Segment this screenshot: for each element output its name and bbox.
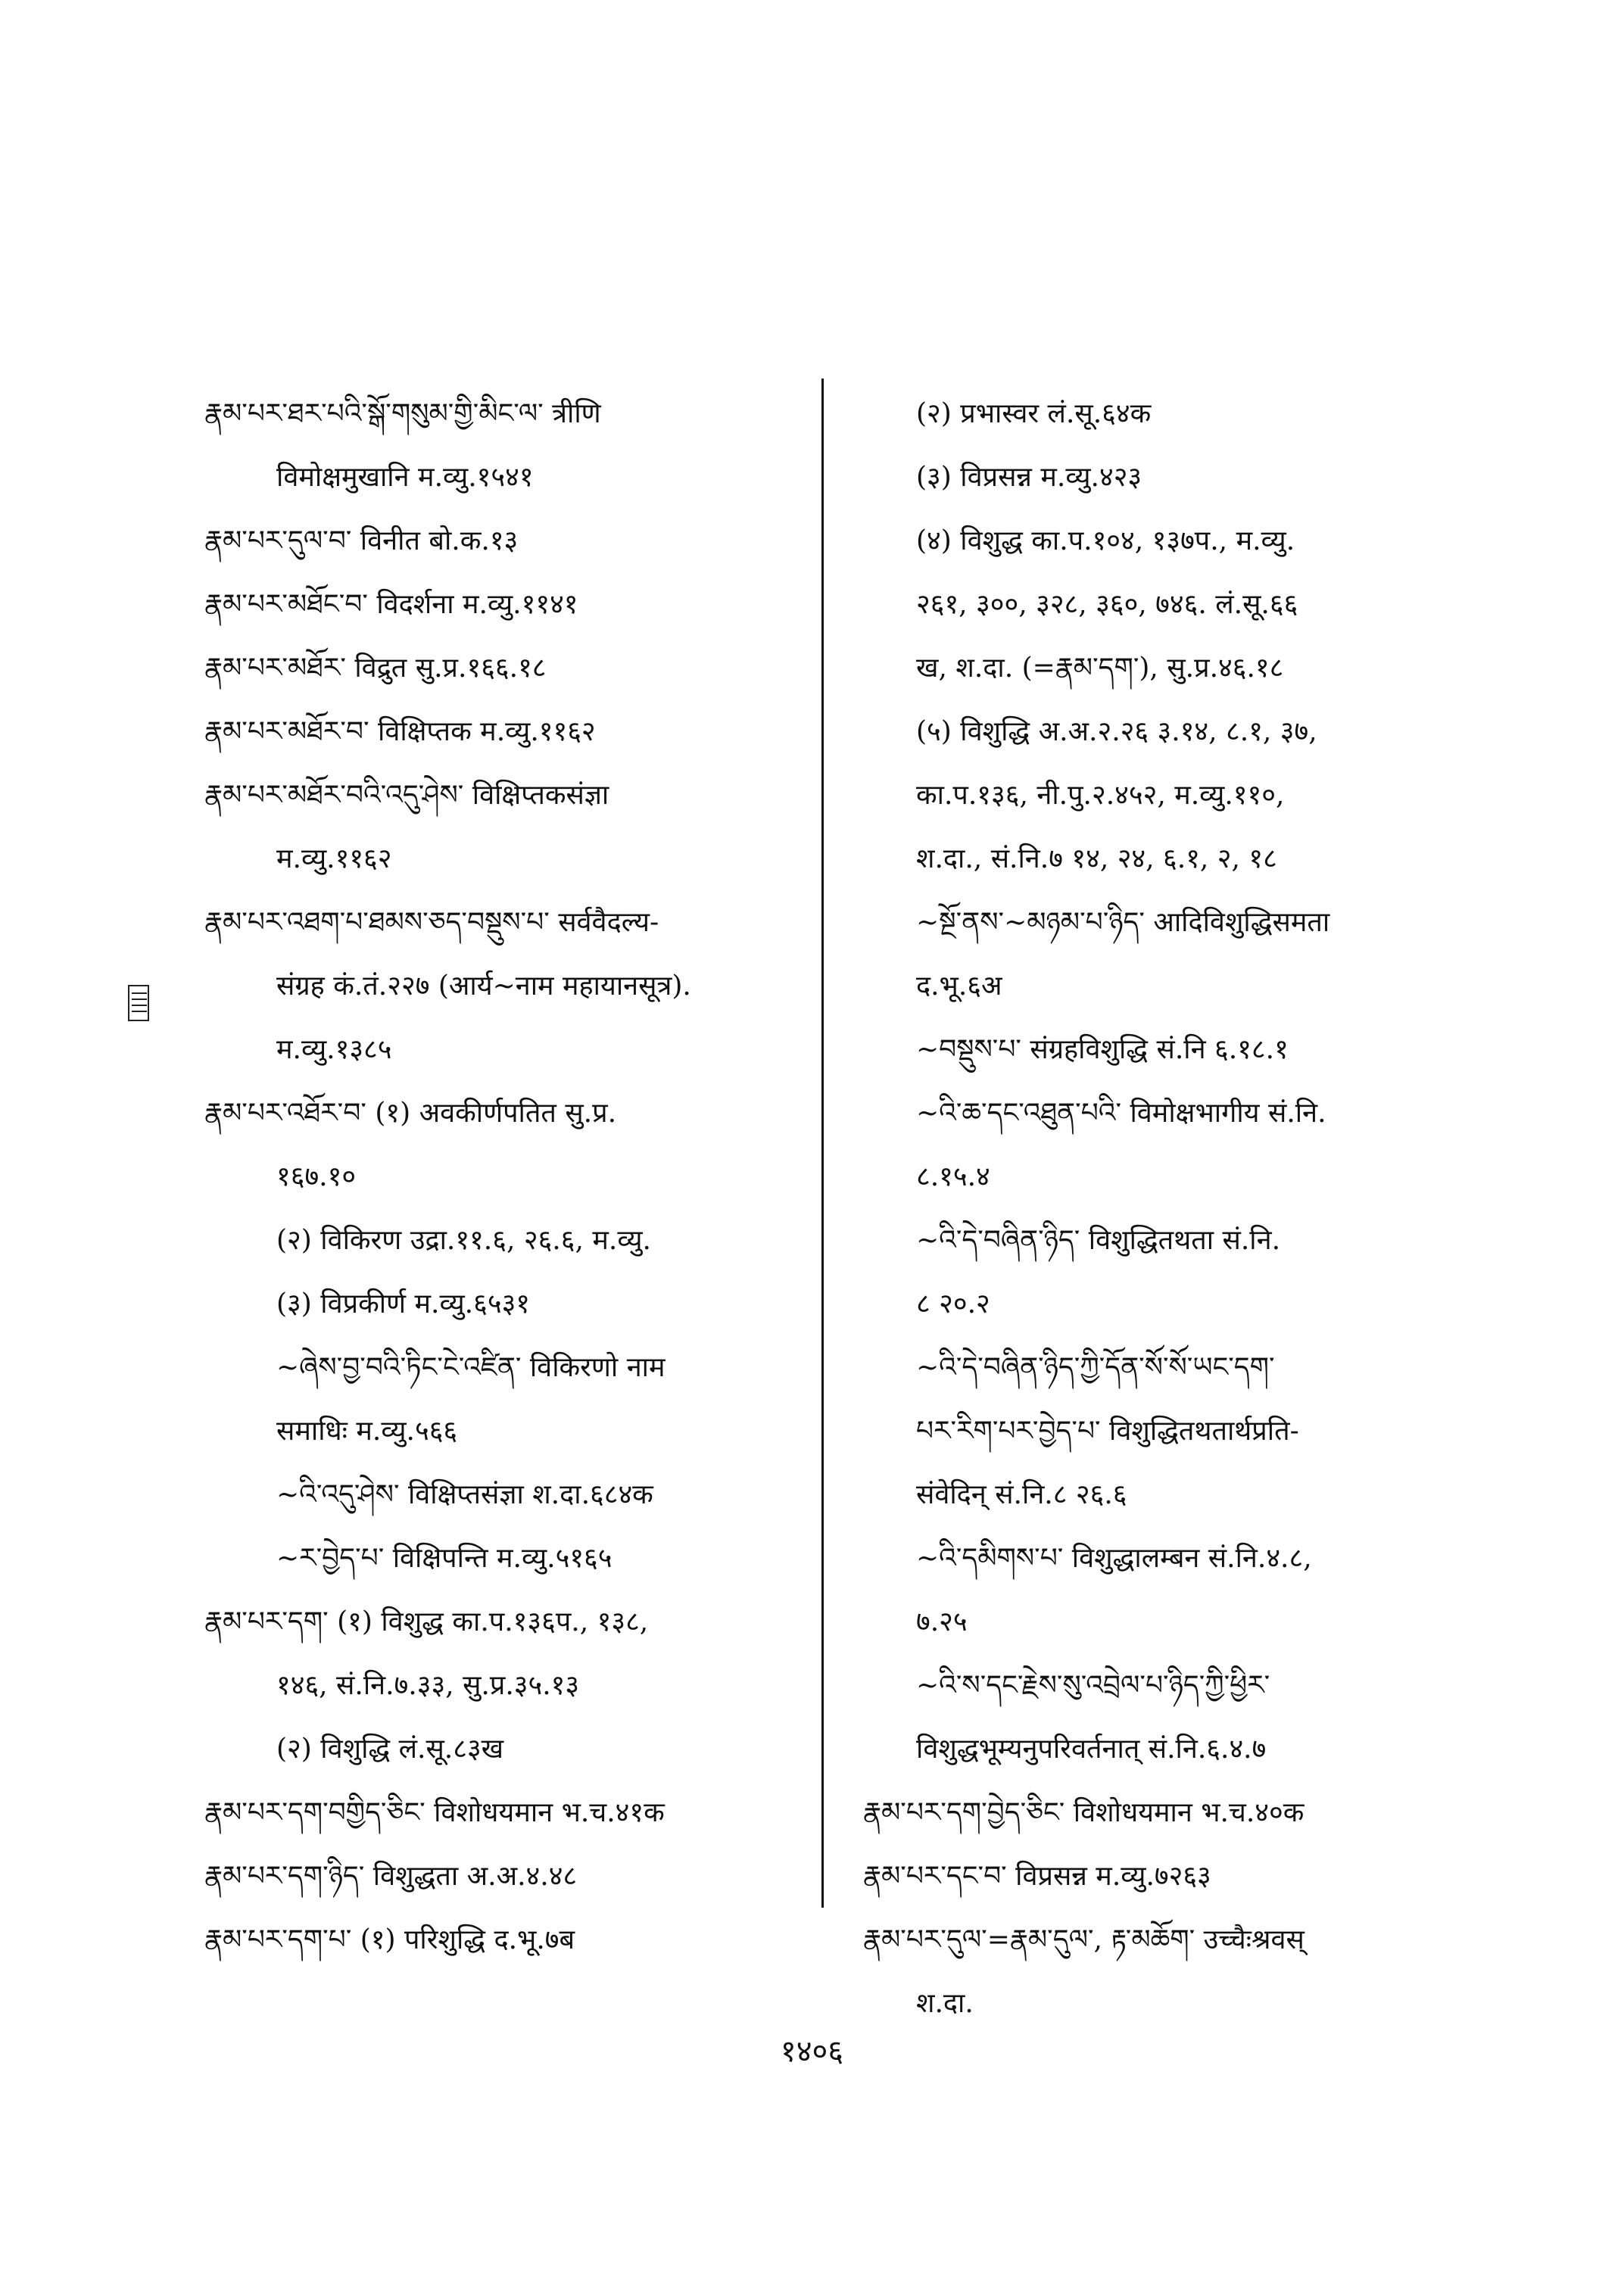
dictionary-line: རྣམ་པར་ཐར་པའི་སྒོ་གསུམ་གྱི་མིང་ལ་ त्रीणि [204,398,601,429]
dictionary-line: ८ २०.२ [916,1288,990,1319]
dictionary-line: རྣམ་པར་འཐོར་བ་ (१) अवकीर्णपतित सु.प्र. [204,1098,617,1129]
dictionary-line: १६७.१० [276,1161,357,1192]
right-column [863,382,1469,2036]
dictionary-line: རྣམ་པར་དག་བགྱིད་ཅིང་ विशोधयमान भ.च.४१क [204,1797,665,1828]
dictionary-line: རྣམ་པར་དུལ་=རྣམ་དུལ་, རྟ་མཆོག་ उच्चैःश्रवस् [863,1924,1304,1955]
dictionary-line: २६१, ३००, ३२८, ३६०, ७४६. लं.सू.६६ [916,589,1298,620]
dictionary-line: རྣམ་པར་དག་ (१) विशुद्ध का.प.१३६प., १३८, [204,1606,649,1637]
dictionary-line: ~སྔོ་ནས་~མཉམ་པ་ཉིད་ आदिविशुद्धिसमता [916,907,1330,938]
dictionary-line: ~འི་དེ་བཞིན་ཉིད་ विशुद्धितथता सं.नि. [916,1225,1281,1256]
dictionary-line: विमोक्षमुखानि म.व्यु.१५४१ [276,462,534,493]
dictionary-line: ८.१५.४ [916,1161,990,1192]
dictionary-line: རྣམ་པར་འཐག་པ་ཐམས་ཅད་བསྡུས་པ་ सर्ववैदल्य- [204,907,659,938]
dictionary-line: ७.२५ [916,1606,968,1637]
dictionary-line: ~འི་འདུ་ཤེས་ विक्षिप्तसंज्ञा श.दा.६८४क [276,1479,653,1510]
dictionary-line: པར་རིག་པར་བྱེད་པ་ विशुद्धितथतार्थप्रति- [916,1416,1299,1447]
dictionary-line: (२) विकिरण उद्रा.११.६, २६.६, म.व्यु. [276,1225,651,1256]
dictionary-line: द.भू.६अ [916,970,1002,1002]
dictionary-line: म.व्यु.११६२ [276,843,392,874]
dictionary-line: ~འི་དེ་བཞིན་ཉིད་ཀྱི་དོན་སོ་སོ་ཡང་དག་ [916,1352,1275,1383]
left-column [204,382,795,1972]
dictionary-line: རྣམ་པར་དག་བྱེད་ཅིང་ विशोधयमान भ.च.४०क [863,1797,1304,1828]
dictionary-line: རྣམ་པར་མཐོར་བའི་འདུ་ཤེས་ विक्षिप्तकसंज्ञा [204,780,609,811]
dictionary-line: རྣམ་པར་མཐོང་བ་ विदर्शना म.व्यु.११४१ [204,589,578,620]
dictionary-line: (५) विशुद्धि अ.अ.२.२६ ३.१४, ८.१, ३७, [916,716,1317,747]
dictionary-line: १४६, सं.नि.७.३३, सु.प्र.३५.१३ [276,1670,580,1701]
dictionary-line: (३) विप्रसन्न म.व्यु.४२३ [916,462,1142,493]
dictionary-line: རྣམ་པར་མཐོར་བ་ विक्षिप्तक म.व्यु.११६२ [204,716,596,747]
page-number: १४०६ [780,2034,844,2069]
dictionary-line: म.व्यु.१३८५ [276,1034,392,1065]
dictionary-line: ~འི་ས་དང་རྗེས་སུ་འབྲེལ་པ་ཉིད་ཀྱི་ཕྱིར་ [916,1670,1270,1701]
dictionary-line: संवेदिन् सं.नि.८ २६.६ [916,1479,1127,1510]
dictionary-line: विशुद्धभूम्यनुपरिवर्तनात् सं.नि.६.४.७ [916,1734,1267,1765]
dictionary-line: རྣམ་པར་དག་པ་ (१) परिशुद्धि द.भू.७ब [204,1924,575,1955]
dictionary-line: संग्रह कं.तं.२२७ (आर्य~नाम महायानसूत्र). [276,970,691,1002]
margin-thumb-tab-icon [127,984,151,1022]
dictionary-line: རྣམ་པར་དག་ཉིད་ विशुद्धता अ.अ.४.४८ [204,1861,578,1892]
dictionary-line: ~བསྡུས་པ་ संग्रहविशुद्धि सं.नि ६.१८.१ [916,1034,1289,1065]
dictionary-line: ~འི་ཆ་དང་འཐུན་པའི་ विमोक्षभागीय सं.नि. [916,1098,1326,1129]
dictionary-line: समाधिः म.व्यु.५६६ [276,1416,458,1447]
dictionary-line: (३) विप्रकीर्ण म.व्यु.६५३१ [276,1288,531,1319]
column-divider [821,379,824,1908]
dictionary-line: (२) प्रभास्वर लं.सू.६४क [916,398,1152,429]
dictionary-line: ~ར་བྱེད་པ་ विक्षिपन्ति म.व्यु.५१६५ [276,1543,613,1574]
dictionary-line: श.दा. [916,1988,974,2019]
dictionary-line: ~འི་དམིགས་པ་ विशुद्धालम्बन सं.नि.४.८, [916,1543,1312,1574]
dictionary-line: ~ཞེས་བྱ་བའི་ཏིང་ངེ་འཛིན་ विकिरणो नाम [276,1352,665,1383]
dictionary-line: རྣམ་པར་དུལ་བ་ विनीत बो.क.१३ [204,525,519,556]
dictionary-line: ख, श.दा. (=རྣམ་དག་), सु.प्र.४६.१८ [916,653,1284,684]
dictionary-line: རྣམ་པར་མཐོར་ विद्रुत सु.प्र.१६६.१८ [204,653,547,684]
dictionary-line: (४) विशुद्ध का.प.१०४, १३७प., म.व्यु. [916,525,1295,556]
dictionary-line: श.दा., सं.नि.७ १४, २४, ६.१, २, १८ [916,843,1277,874]
dictionary-line: का.प.१३६, नी.पु.२.४५२, म.व्यु.११०, [916,780,1285,811]
dictionary-line: (२) विशुद्धि लं.सू.८३ख [276,1734,504,1765]
dictionary-line: རྣམ་པར་དང་བ་ विप्रसन्न म.व्यु.७२६३ [863,1861,1211,1892]
